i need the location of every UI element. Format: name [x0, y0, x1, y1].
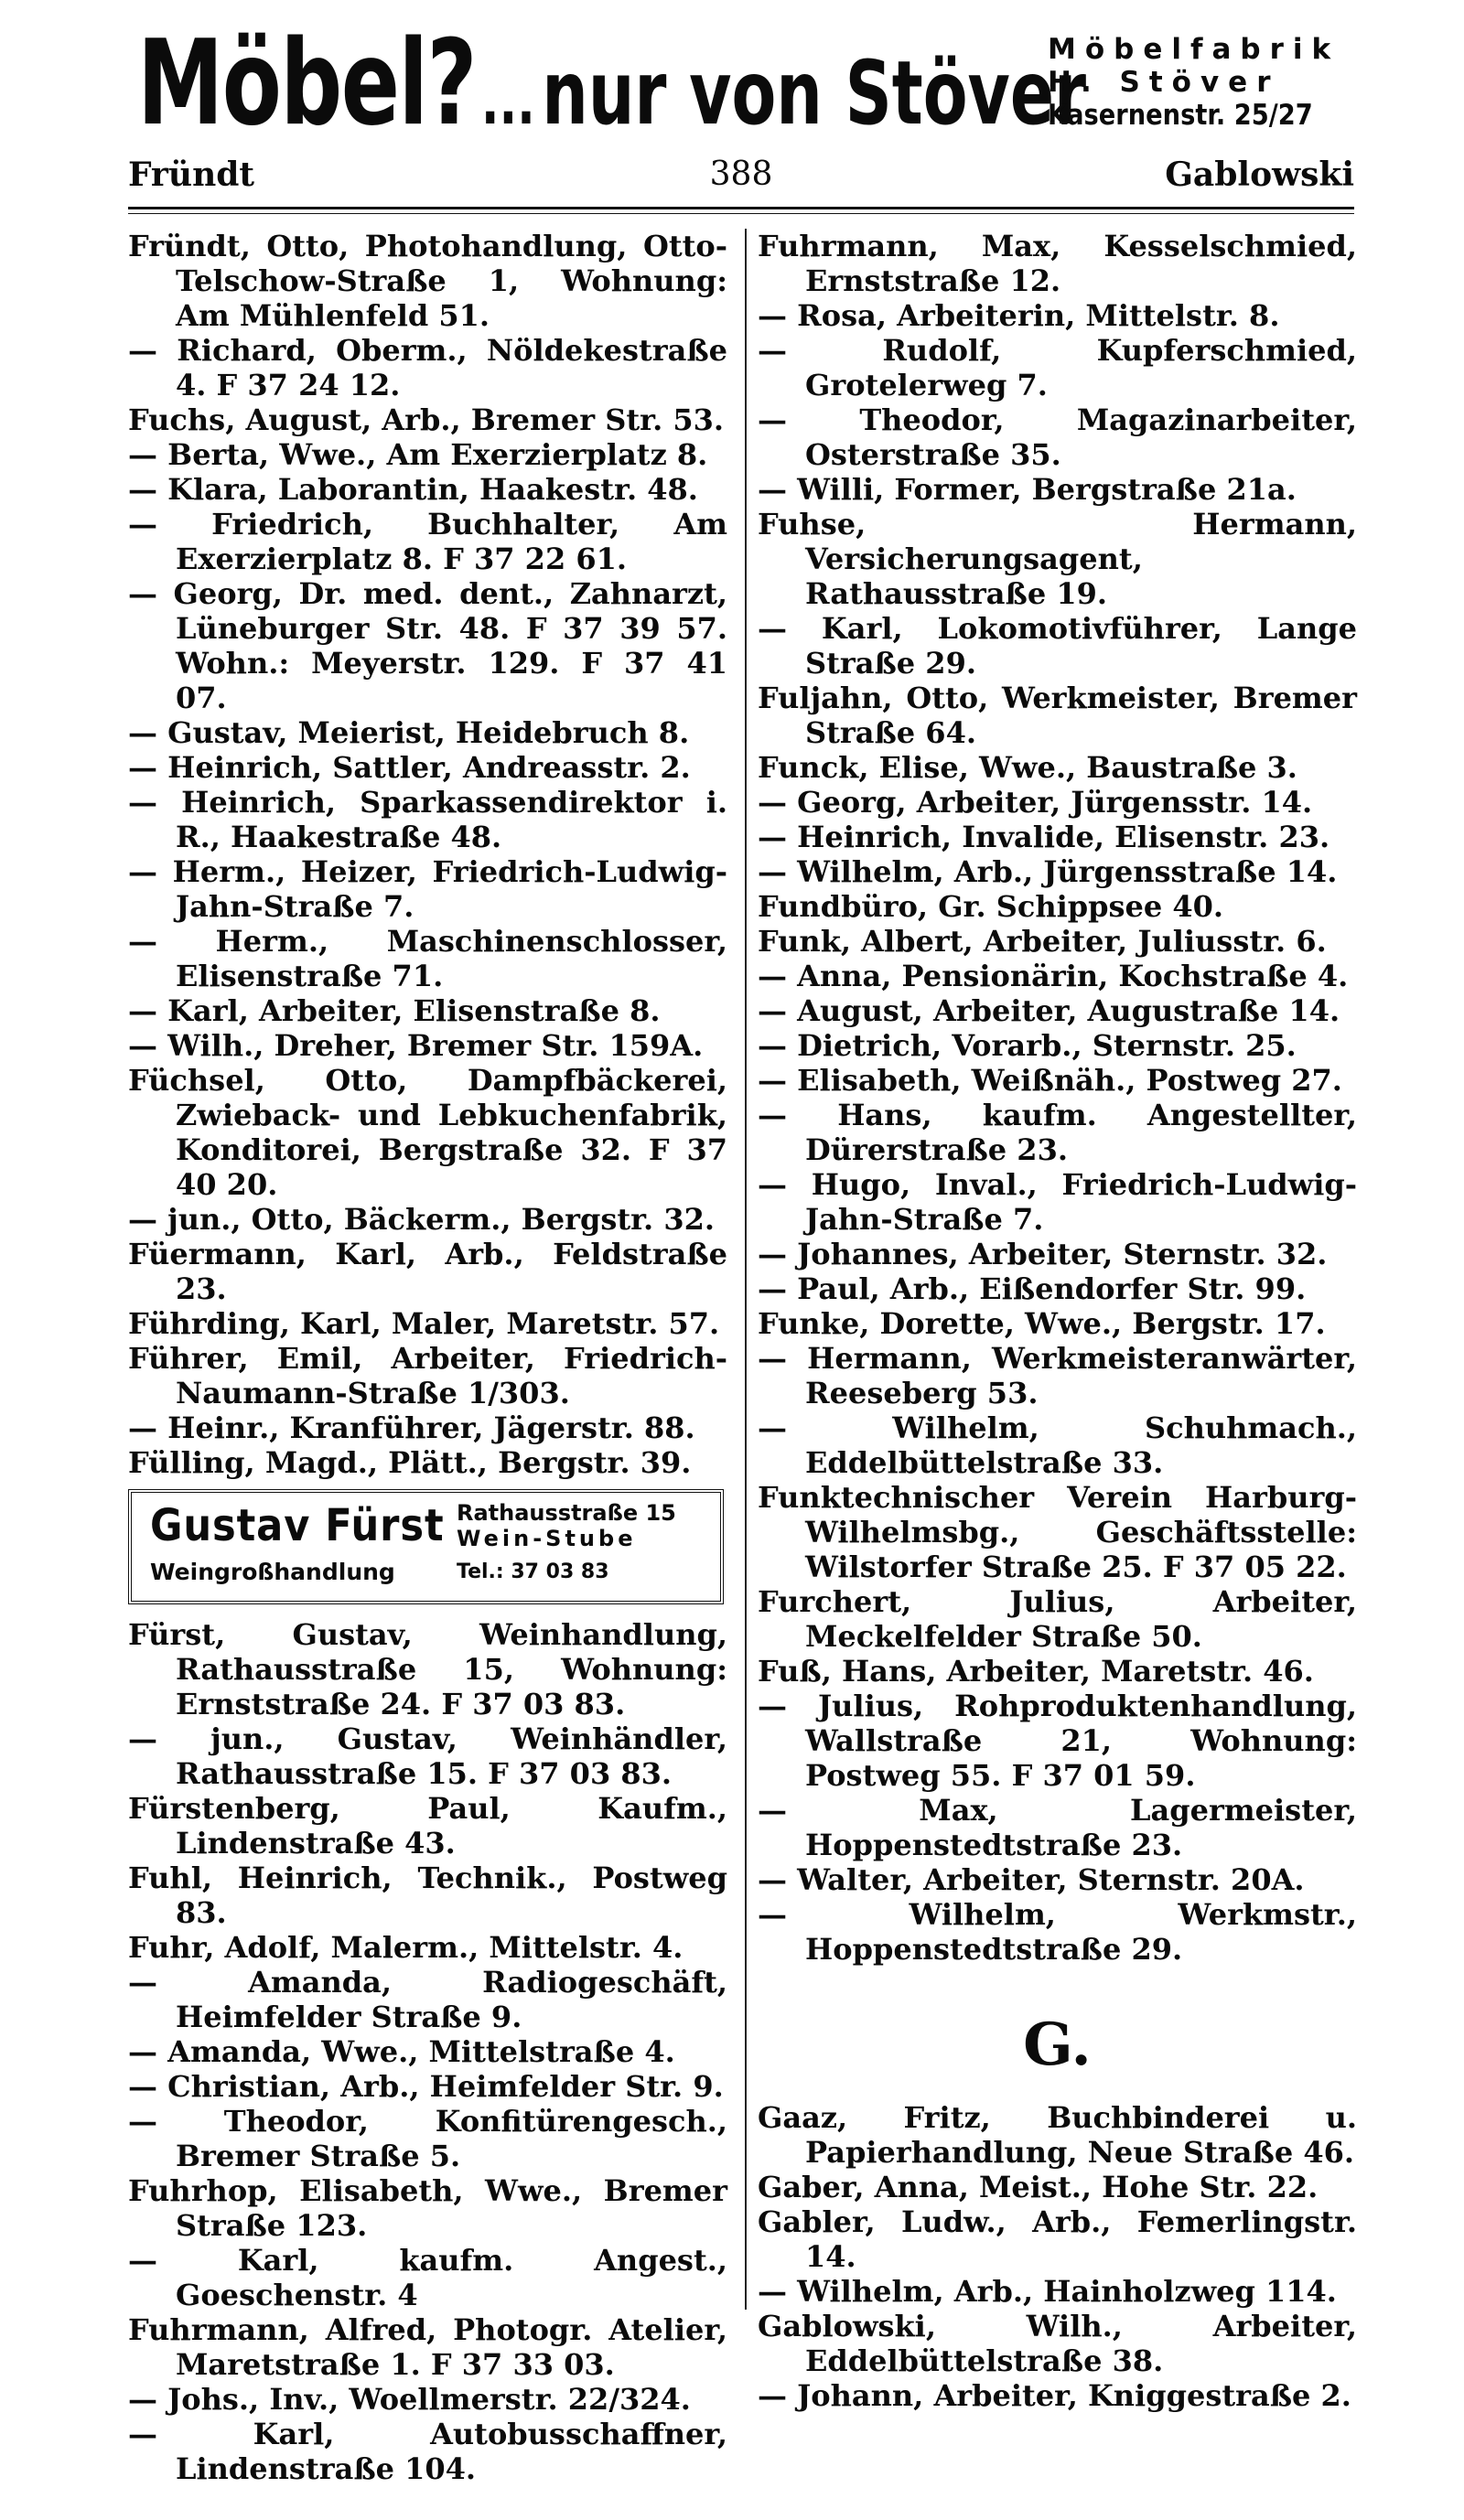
- directory-entry: Fuhrhop, Elisabeth, Wwe., Bremer Straße 123.: [128, 2173, 727, 2243]
- directory-entry: Führding, Karl, Maler, Maretstr. 57.: [128, 1306, 720, 1341]
- directory-entry: Fuhrmann, Alfred, Photogr. Atelier, Maretstraße 1. F 37 33 03.: [128, 2312, 727, 2382]
- directory-entry: — Karl, Autobusschaffner, Lindenstraße 104.: [128, 2417, 727, 2486]
- directory-entry: Fundbüro, Gr. Schippsee 40.: [758, 889, 1224, 924]
- ad-address-block: [457, 1500, 676, 1551]
- directory-entry: — Johs., Inv., Woellmerstr. 22/324.: [128, 2382, 691, 2417]
- directory-entry: — Christian, Arb., Heimfelder Str. 9.: [128, 2069, 724, 2104]
- directory-entry: Fuß, Hans, Arbeiter, Maretstr. 46.: [758, 1654, 1314, 1689]
- left-column: [128, 229, 727, 2486]
- banner-slogan-word: Möbel?: [137, 16, 476, 152]
- directory-entry: — Hugo, Inval., Friedrich-Ludwig-Jahn-Straße 7.: [758, 1167, 1357, 1237]
- directory-entry: — Herm., Heizer, Friedrich-Ludwig-Jahn-Straße 7.: [128, 854, 727, 924]
- directory-entry: — Walter, Arbeiter, Sternstr. 20A.: [758, 1862, 1305, 1897]
- directory-entry: — Heinrich, Sparkassendirektor i. R., Haakestraße 48.: [128, 785, 727, 854]
- directory-entry: — jun., Otto, Bäckerm., Bergstr. 32.: [128, 1202, 715, 1237]
- directory-entry: — Wilhelm, Arb., Jürgensstraße 14.: [758, 854, 1338, 889]
- directory-entry: Füermann, Karl, Arb., Feldstraße 23.: [128, 1237, 727, 1306]
- furst-wine-advertisement: [128, 1489, 724, 1604]
- directory-entry: — Karl, kaufm. Angest., Goeschenstr. 4: [128, 2243, 727, 2312]
- directory-entry: — Johannes, Arbeiter, Sternstr. 32.: [758, 1237, 1328, 1271]
- ad-trade: Weingroßhandlung: [150, 1559, 395, 1585]
- directory-entry: — Amanda, Radiogeschäft, Heimfelder Straße 9.: [128, 1965, 727, 2034]
- directory-entry: Fürst, Gustav, Weinhandlung, Rathausstraße 15, Wohnung: Ernststraße 24. F 37 03 83.: [128, 1617, 727, 1721]
- banner-firm-block: [1048, 33, 1354, 132]
- directory-entry: — Georg, Arbeiter, Jürgensstr. 14.: [758, 785, 1313, 820]
- header-last-entry: Gablowski: [1165, 155, 1354, 194]
- banner-slogan-dots: ...: [480, 64, 535, 139]
- ad-telephone: Tel.: 37 03 83: [457, 1560, 609, 1583]
- directory-entry: — Richard, Oberm., Nöldekestraße 4. F 37 24 12.: [128, 333, 727, 402]
- directory-entry: — Karl, Arbeiter, Elisenstraße 8.: [128, 993, 661, 1028]
- directory-entry: Furchert, Julius, Arbeiter, Meckelfelder Straße 50.: [758, 1584, 1357, 1654]
- directory-entry: — Hans, kaufm. Angestellter, Dürerstraße 23.: [758, 1098, 1357, 1167]
- directory-entry: Führer, Emil, Arbeiter, Friedrich-Naumann-Straße 1/303.: [128, 1341, 727, 1410]
- column-divider: [745, 229, 747, 2310]
- page-number: 388: [709, 155, 773, 193]
- ad-type: Wein-Stube: [457, 1526, 637, 1551]
- directory-entry: Funke, Dorette, Wwe., Bergstr. 17.: [758, 1306, 1326, 1341]
- directory-entry: — Paul, Arb., Eißendorfer Str. 99.: [758, 1271, 1307, 1306]
- directory-entry: Fründt, Otto, Photohandlung, Otto-Telschow-Straße 1, Wohnung: Am Mühlenfeld 51.: [128, 229, 727, 333]
- directory-entry: — August, Arbeiter, Augustraße 14.: [758, 993, 1340, 1028]
- directory-entry: — Friedrich, Buchhalter, Am Exerzierplatz 8. F 37 22 61.: [128, 507, 727, 576]
- directory-entry: — Rudolf, Kupferschmied, Grotelerweg 7.: [758, 333, 1357, 402]
- directory-entry: Fuhr, Adolf, Malerm., Mittelstr. 4.: [128, 1930, 684, 1965]
- directory-entry: — Herm., Maschinenschlosser, Elisenstraße 71.: [128, 924, 727, 993]
- banner-slogan-rest: nur von Stöver: [542, 42, 1087, 145]
- directory-entry: — Max, Lagermeister, Hoppenstedtstraße 23.: [758, 1793, 1357, 1862]
- directory-entry: — Willi, Former, Bergstraße 21a.: [758, 472, 1297, 507]
- directory-entry: — Theodor, Konfitürengesch., Bremer Straße 5.: [128, 2104, 727, 2173]
- directory-entry: — Johann, Arbeiter, Kniggestraße 2.: [758, 2378, 1351, 2413]
- directory-entry: — Gustav, Meierist, Heidebruch 8.: [128, 715, 690, 750]
- left-entries-before-ad: [128, 229, 727, 1480]
- advertisement-banner: [137, 16, 1354, 152]
- directory-entry: Funk, Albert, Arbeiter, Juliusstr. 6.: [758, 924, 1327, 959]
- directory-entry: — Karl, Lokomotivführer, Lange Straße 29.: [758, 611, 1357, 681]
- directory-entry: — Dietrich, Vorarb., Sternstr. 25.: [758, 1028, 1297, 1063]
- directory-entry: Gabler, Ludw., Arb., Femerlingstr. 14.: [758, 2204, 1357, 2274]
- directory-entry: — Klara, Laborantin, Haakestr. 48.: [128, 472, 698, 507]
- directory-entry: — Heinrich, Invalide, Elisenstr. 23.: [758, 820, 1330, 854]
- directory-entry: — Wilhelm, Werkmstr., Hoppenstedtstraße 29.: [758, 1897, 1357, 1967]
- header-first-entry: Fründt: [128, 155, 255, 194]
- directory-entry: Fürstenberg, Paul, Kaufm., Lindenstraße 43.: [128, 1791, 727, 1861]
- ad-firm-name: Gustav Fürst: [150, 1500, 445, 1551]
- header-rule: [128, 207, 1354, 214]
- section-letter-heading: G.: [1023, 2011, 1092, 2079]
- banner-firm-line1: Möbelfabrik: [1048, 33, 1340, 66]
- directory-entry: Funck, Elise, Wwe., Baustraße 3.: [758, 750, 1297, 785]
- directory-entry: — Elisabeth, Weißnäh., Postweg 27.: [758, 1063, 1342, 1098]
- directory-entry: — Amanda, Wwe., Mittelstraße 4.: [128, 2034, 675, 2069]
- directory-entry: Fuchs, August, Arb., Bremer Str. 53.: [128, 402, 725, 437]
- running-header: [128, 155, 1354, 198]
- directory-entry: — Julius, Rohproduktenhandlung, Wallstraße 21, Wohnung: Postweg 55. F 37 01 59.: [758, 1689, 1357, 1793]
- banner-firm-line2: H. Stöver: [1048, 66, 1280, 99]
- directory-entry: — Wilh., Dreher, Bremer Str. 159A.: [128, 1028, 704, 1063]
- directory-entry: — Heinr., Kranführer, Jägerstr. 88.: [128, 1410, 695, 1445]
- left-entries-after-ad: [128, 1617, 727, 2486]
- directory-entry: Gablowski, Wilh., Arbeiter, Eddelbüttelstraße 38.: [758, 2309, 1357, 2378]
- ad-street: Rathausstraße 15: [457, 1500, 676, 1526]
- directory-entry: — Wilhelm, Schuhmach., Eddelbüttelstraße 33.: [758, 1410, 1357, 1480]
- directory-entry: Fuhl, Heinrich, Technik., Postweg 83.: [128, 1861, 727, 1930]
- directory-entry: — Georg, Dr. med. dent., Zahnarzt, Lüneburger Str. 48. F 37 39 57. Wohn.: Meyerstr. 129. F 37 41 07.: [128, 576, 727, 715]
- banner-firm-address: Kasernenstr. 25/27: [1048, 99, 1313, 132]
- directory-entry: Funktechnischer Verein Harburg-Wilhelmsbg., Geschäftsstelle: Wilstorfer Straße 25. F 37 05 22.: [758, 1480, 1357, 1584]
- directory-entry: — Theodor, Magazinarbeiter, Osterstraße 35.: [758, 402, 1357, 472]
- directory-entry: Fülling, Magd., Plätt., Bergstr. 39.: [128, 1445, 692, 1480]
- directory-entry: Füchsel, Otto, Dampfbäckerei, Zwieback- und Lebkuchenfabrik, Konditorei, Bergstraße 32. F 37 40 20.: [128, 1063, 727, 1202]
- directory-entry: Fuljahn, Otto, Werkmeister, Bremer Straße 64.: [758, 681, 1357, 750]
- directory-entry: — Rosa, Arbeiterin, Mittelstr. 8.: [758, 298, 1280, 333]
- directory-entry: — Hermann, Werkmeisteranwärter, Reeseberg 53.: [758, 1341, 1357, 1410]
- directory-entry: — Wilhelm, Arb., Hainholzweg 114.: [758, 2274, 1337, 2309]
- right-entries-before-heading: [758, 229, 1357, 1967]
- banner-slogan: [137, 16, 1087, 152]
- directory-entry: Gaber, Anna, Meist., Hohe Str. 22.: [758, 2170, 1319, 2204]
- right-column: [758, 229, 1357, 2413]
- directory-entry: Fuhrmann, Max, Kesselschmied, Ernststraße 12.: [758, 229, 1357, 298]
- directory-entry: Fuhse, Hermann, Versicherungsagent, Rathausstraße 19.: [758, 507, 1357, 611]
- directory-entry: — jun., Gustav, Weinhändler, Rathausstraße 15. F 37 03 83.: [128, 1721, 727, 1791]
- directory-entry: Gaaz, Fritz, Buchbinderei u. Papierhandlung, Neue Straße 46.: [758, 2100, 1357, 2170]
- directory-entry: — Anna, Pensionärin, Kochstraße 4.: [758, 959, 1349, 993]
- directory-entry: — Berta, Wwe., Am Exerzierplatz 8.: [128, 437, 708, 472]
- directory-entry: — Heinrich, Sattler, Andreasstr. 2.: [128, 750, 691, 785]
- right-entries-after-heading: [758, 2100, 1357, 2413]
